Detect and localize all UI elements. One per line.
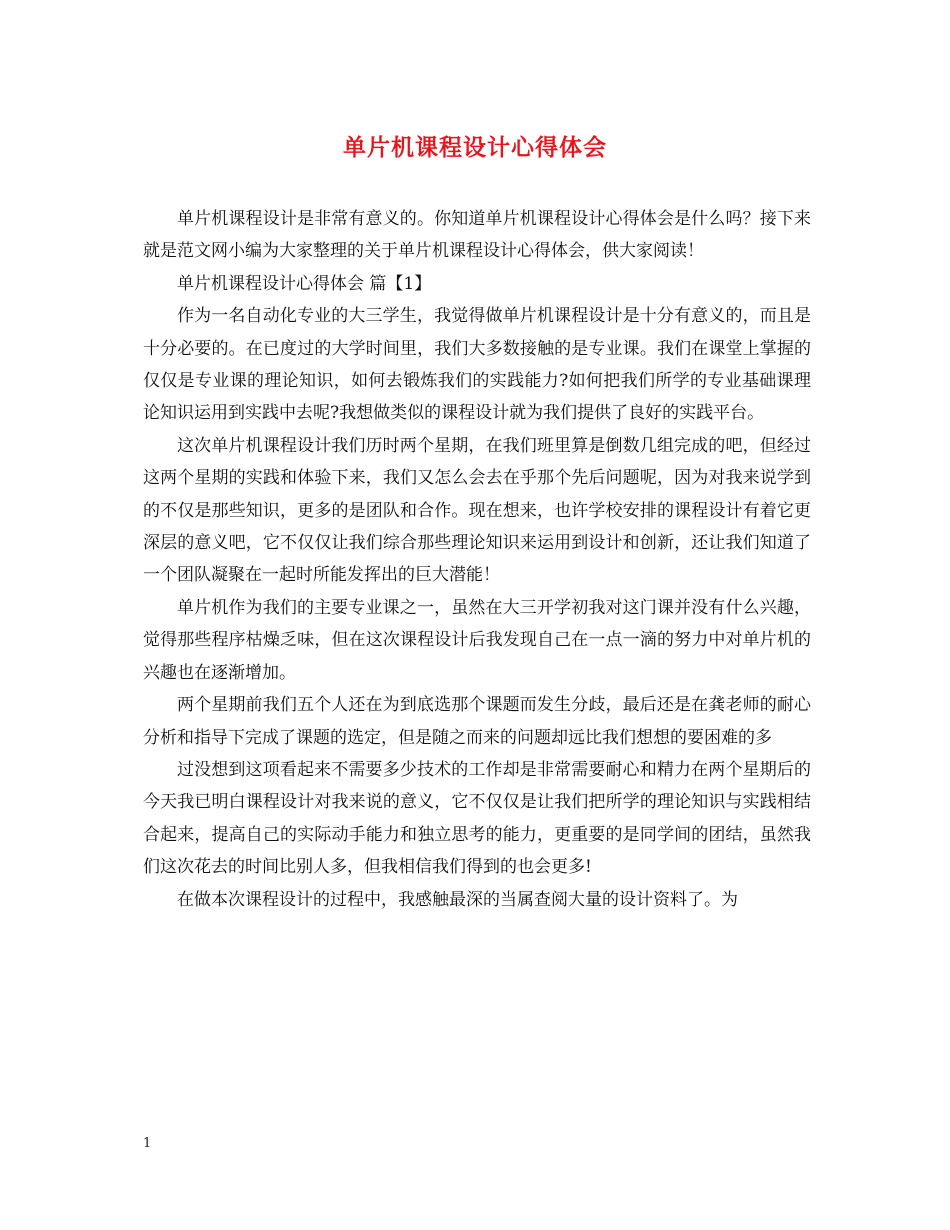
paragraph: 单片机作为我们的主要专业课之一，虽然在大三开学初我对这门课并没有什么兴趣，觉得那些程序枯燥乏味，但在这次课程设计后我发现自己在一点一滴的努力中对单片机的兴趣也在逐渐增加。 (143, 597, 811, 683)
paragraph: 过没想到这项看起来不需要多少技术的工作却是非常需要耐心和精力在两个星期后的今天我已明白课程设计对我来说的意义，它不仅仅是让我们把所学的理论知识与实践相结合起来，提高自己的实际动手能力和独立思考的能力，更重要的是同学间的团结，虽然我们这次花去的时间比别人多，但我相信我们得到的也会更多! (143, 759, 811, 878)
paragraph: 在做本次课程设计的过程中，我感触最深的当属查阅大量的设计资料了。为 (177, 889, 738, 910)
paragraph: 两个星期前我们五个人还在为到底选那个课题而发生分歧，最后还是在龚老师的耐心分析和指导下完成了课题的选定，但是随之而来的问题却远比我们想想的要困难的多 (143, 695, 811, 748)
paragraph: 作为一名自动化专业的大三学生，我觉得做单片机课程设计是十分有意义的，而且是十分必要的。在已度过的大学时间里，我们大多数接触的是专业课。我们在课堂上掌握的仅仅是专业课的理论知识，如何去锻炼我们的实践能力?如何把我们所学的专业基础课理论知识运用到实践中去呢?我想做类似的课程设计就为我们提供了良好的实践平台。 (143, 306, 811, 424)
page-number: 1 (143, 1136, 152, 1151)
paragraph-intro: 单片机课程设计是非常有意义的。你知道单片机课程设计心得体会是什么吗？接下来就是范文网小编为大家整理的关于单片机课程设计心得体会，供大家阅读！ (143, 209, 811, 262)
document-title: 单片机课程设计心得体会 (343, 134, 607, 161)
section-heading: 单片机课程设计心得体会 篇【1】 (177, 273, 432, 294)
document-body (143, 203, 811, 916)
paragraph: 这次单片机课程设计我们历时两个星期，在我们班里算是倒数几组完成的吧，但经过这两个星期的实践和体验下来，我们又怎么会去在乎那个先后问题呢，因为对我来说学到的不仅是那些知识，更多的是团队和合作。现在想来，也许学校安排的课程设计有着它更深层的意义吧，它不仅仅让我们综合那些理论知识来运用到设计和创新，还让我们知道了一个团队凝聚在一起时所能发挥出的巨大潜能！ (143, 435, 811, 586)
